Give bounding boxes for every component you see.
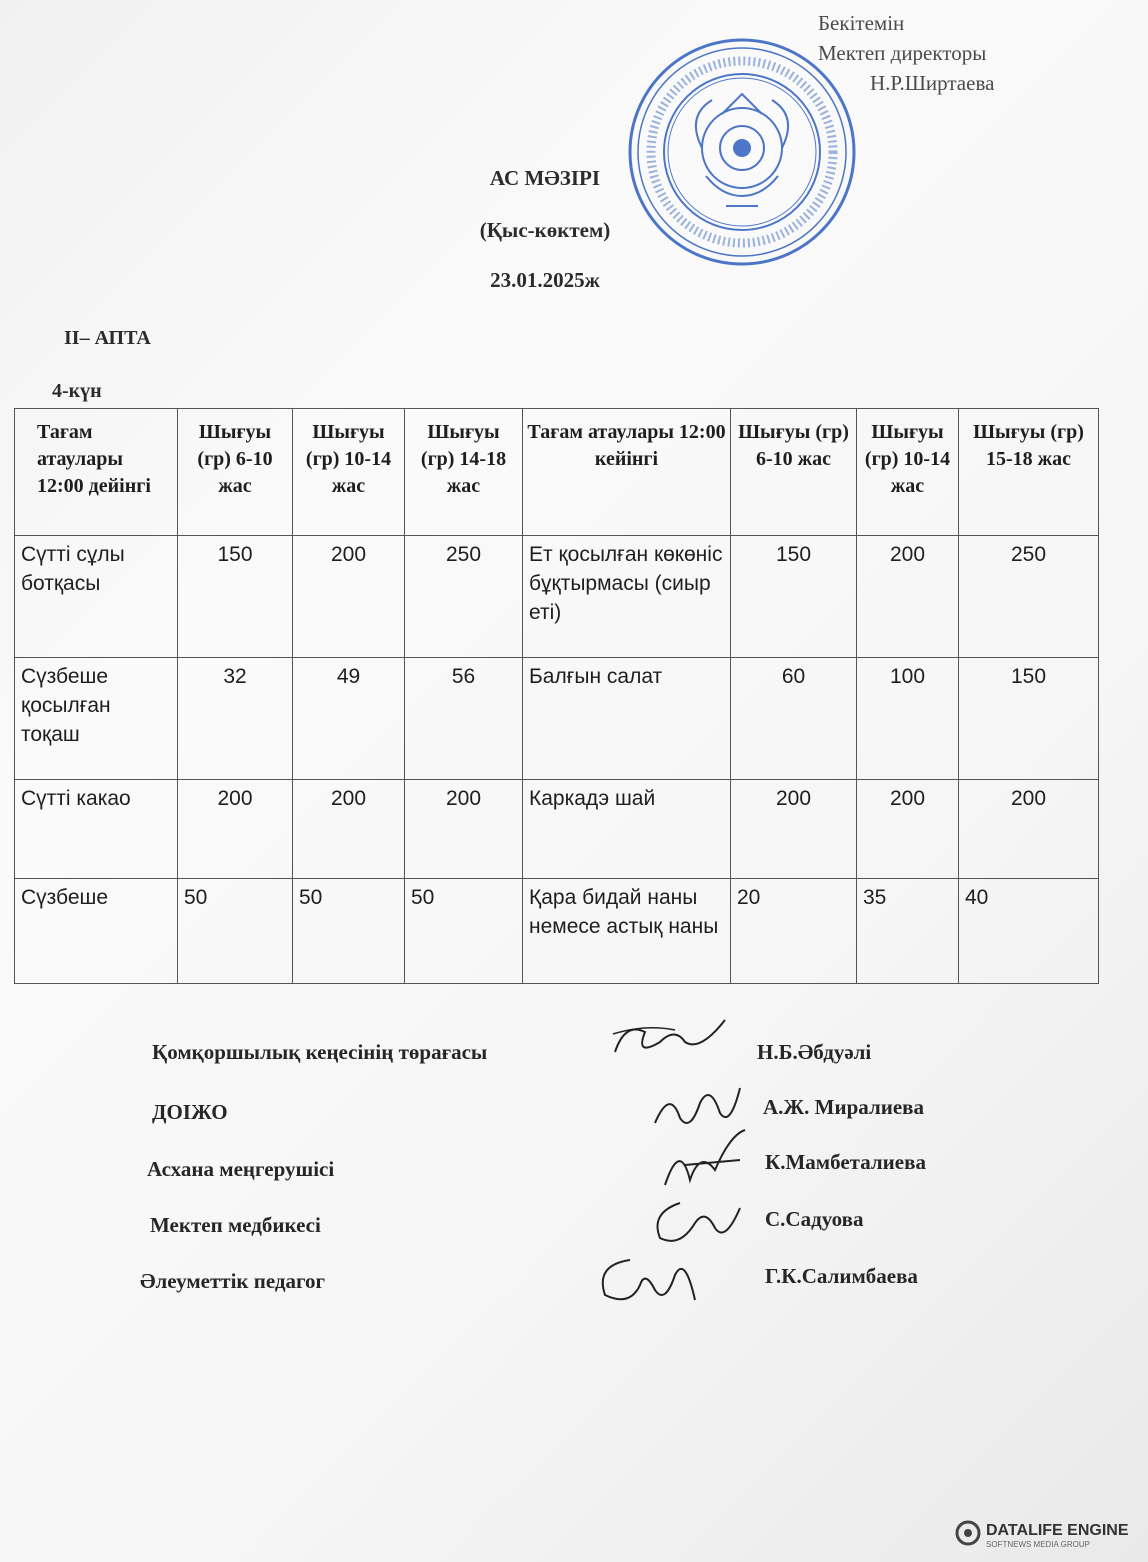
signature-role: Әлеуметтік педагог <box>140 1269 326 1293</box>
table-cell: Қара бидай наны немесе астық наны <box>523 878 731 983</box>
header-lunch-10-14: Шығуы (гр) 10-14 жас <box>857 409 959 536</box>
watermark-logo <box>954 1513 1134 1553</box>
season-label: (Қыс-көктем) <box>479 218 611 242</box>
table-cell: Сүтті какао <box>15 780 178 878</box>
table-cell: 250 <box>405 536 523 658</box>
table-cell: 200 <box>405 780 523 878</box>
watermark-sub: SOFTNEWS MEDIA GROUP <box>986 1540 1091 1549</box>
table-cell: 150 <box>959 657 1099 780</box>
table-row <box>15 878 1099 983</box>
table-cell: Сүзбеше қосылған тоқаш <box>15 657 178 780</box>
table-cell: 200 <box>857 780 959 878</box>
table-cell: Балғын салат <box>523 657 731 780</box>
signature-mark <box>605 1012 735 1072</box>
table-cell: 49 <box>293 657 405 780</box>
signature-mark <box>585 1245 715 1315</box>
table-cell: Сүзбеше <box>15 878 178 983</box>
table-cell: 100 <box>857 657 959 780</box>
table-cell: 200 <box>857 536 959 658</box>
table-cell: 50 <box>178 878 293 983</box>
table-cell: 200 <box>293 536 405 658</box>
menu-date: 23.01.2025ж <box>490 268 600 292</box>
header-breakfast-6-10: Шығуы (гр) 6-10 жас <box>178 409 293 536</box>
table-cell: 50 <box>293 878 405 983</box>
table-cell: 35 <box>857 878 959 983</box>
signature-role: Асхана меңгерушісі <box>147 1157 335 1181</box>
signature-mark <box>640 1188 750 1253</box>
header-lunch-6-10: Шығуы (гр) 6-10 жас <box>731 409 857 536</box>
signature-name: С.Садуова <box>765 1207 864 1231</box>
signature-name: Г.К.Салимбаева <box>765 1264 918 1288</box>
header-breakfast-10-14: Шығуы (гр) 10-14 жас <box>293 409 405 536</box>
table-cell: 56 <box>405 657 523 780</box>
header-breakfast-dish: Тағам атаулары 12:00 дейінгі <box>15 409 178 536</box>
signature-name: Н.Б.Әбдуәлі <box>757 1040 872 1064</box>
header-lunch-15-18: Шығуы (гр) 15-18 жас <box>959 409 1099 536</box>
signature-role: Мектеп медбикесі <box>150 1213 321 1237</box>
approval-line-position: Мектеп директоры <box>818 41 987 65</box>
approval-line-approve: Бекітемін <box>818 11 905 35</box>
table-cell: 200 <box>293 780 405 878</box>
page-title: АС МӘЗІРІ <box>489 166 601 190</box>
table-cell: 200 <box>959 780 1099 878</box>
emblem-icon <box>696 94 788 206</box>
watermark-brand: DATALIFE ENGINE <box>986 1522 1129 1539</box>
signature-role: ДОІЖО <box>152 1100 228 1124</box>
table-cell: Ет қосылған көкөніс бұқтырмасы (сиыр еті) <box>523 536 731 658</box>
header-breakfast-14-18: Шығуы (гр) 14-18 жас <box>405 409 523 536</box>
table-row <box>15 536 1099 658</box>
header-lunch-dish: Тағам атаулары 12:00 кейінгі <box>523 409 731 536</box>
table-cell: 50 <box>405 878 523 983</box>
table-row <box>15 780 1099 878</box>
table-row <box>15 657 1099 780</box>
menu-table <box>14 408 1099 984</box>
table-cell: 40 <box>959 878 1099 983</box>
approval-line-director-name: Н.Р.Ширтаева <box>870 71 995 95</box>
table-cell: Сүтті сұлы ботқасы <box>15 536 178 658</box>
table-cell: 250 <box>959 536 1099 658</box>
table-cell: 200 <box>178 780 293 878</box>
table-cell: 20 <box>731 878 857 983</box>
table-cell: Каркадэ шай <box>523 780 731 878</box>
signature-role: Қомқоршылық кеңесінің төрағасы <box>152 1040 488 1064</box>
signature-name: К.Мамбеталиева <box>765 1150 926 1174</box>
table-cell: 60 <box>731 657 857 780</box>
week-label: II– АПТА <box>64 327 151 349</box>
day-label: 4-күн <box>52 380 102 402</box>
signature-name: А.Ж. Миралиева <box>763 1095 925 1119</box>
table-cell: 200 <box>731 780 857 878</box>
table-cell: 150 <box>178 536 293 658</box>
table-cell: 150 <box>731 536 857 658</box>
table-cell: 32 <box>178 657 293 780</box>
